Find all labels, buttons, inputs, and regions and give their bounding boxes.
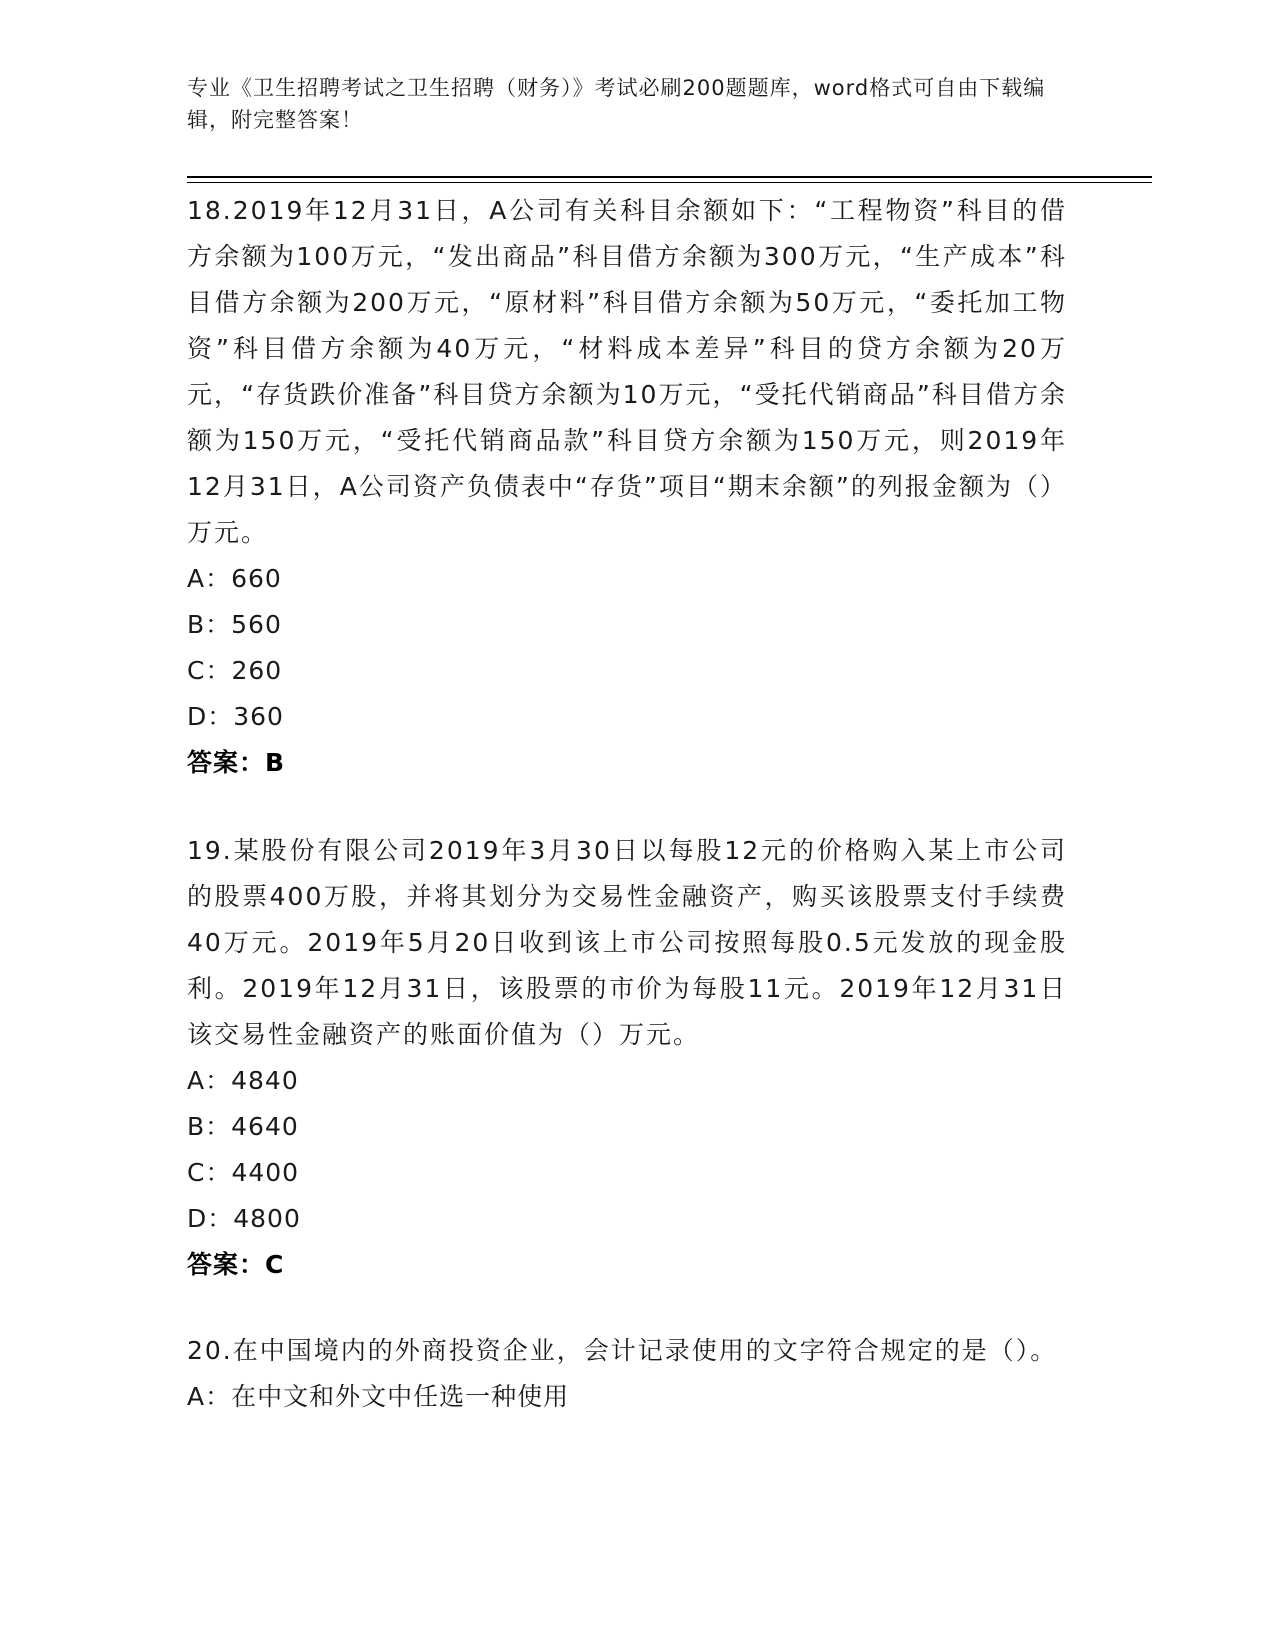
option-c: C：260 bbox=[187, 656, 283, 685]
question-stem: 20.在中国境内的外商投资企业，会计记录使用的文字符合规定的是（）。 bbox=[187, 1336, 1058, 1365]
option-a: A：在中文和外文中任选一种使用 bbox=[187, 1382, 570, 1411]
option-d: D：4800 bbox=[187, 1204, 301, 1233]
question-18 bbox=[187, 188, 1067, 786]
answer-line: 答案：B bbox=[187, 748, 286, 777]
answer-line: 答案：C bbox=[187, 1250, 285, 1279]
option-b: B：4640 bbox=[187, 1112, 299, 1141]
question-stem: 19.某股份有限公司2019年3月30日以每股12元的价格购入某上市公司的股票400万股，并将其划分为交易性金融资产，购买该股票支付手续费40万元。2019年5月20日收到该上市公司按照每股0.5元发放的现金股利。2019年12月31日，该股票的市价为每股11元。2019年12月31日该交易性金融资产的账面价值为（）万元。 bbox=[187, 836, 1067, 1049]
option-c: C：4400 bbox=[187, 1158, 300, 1187]
question-20 bbox=[187, 1328, 1067, 1420]
option-b: B：560 bbox=[187, 610, 282, 639]
header-divider-thin bbox=[187, 182, 1152, 183]
page-header: 专业《卫生招聘考试之卫生招聘（财务）》考试必刷200题题库，word格式可自由下载编辑，附完整答案！ bbox=[187, 76, 1046, 132]
question-19 bbox=[187, 828, 1067, 1288]
option-d: D：360 bbox=[187, 702, 284, 731]
option-a: A：4840 bbox=[187, 1066, 299, 1095]
option-a: A：660 bbox=[187, 564, 282, 593]
question-stem: 18.2019年12月31日，A公司有关科目余额如下：“工程物资”科目的借方余额为100万元，“发出商品”科目借方余额为300万元，“生产成本”科目借方余额为200万元，“原材料”科目借方余额为50万元，“委托加工物资”科目借方余额为40万元，“材料成本差异”科目的贷方余额为20万元，“存货跌价准备”科目贷方余额为10万元，“受托代销商品”科目借方余额为150万元，“受托代销商品款”科目贷方余额为150万元，则2019年12月31日，A公司资产负债表中“存货”项目“期末余额”的列报金额为（）万元。 bbox=[187, 196, 1067, 547]
header-divider-thick bbox=[187, 176, 1152, 178]
